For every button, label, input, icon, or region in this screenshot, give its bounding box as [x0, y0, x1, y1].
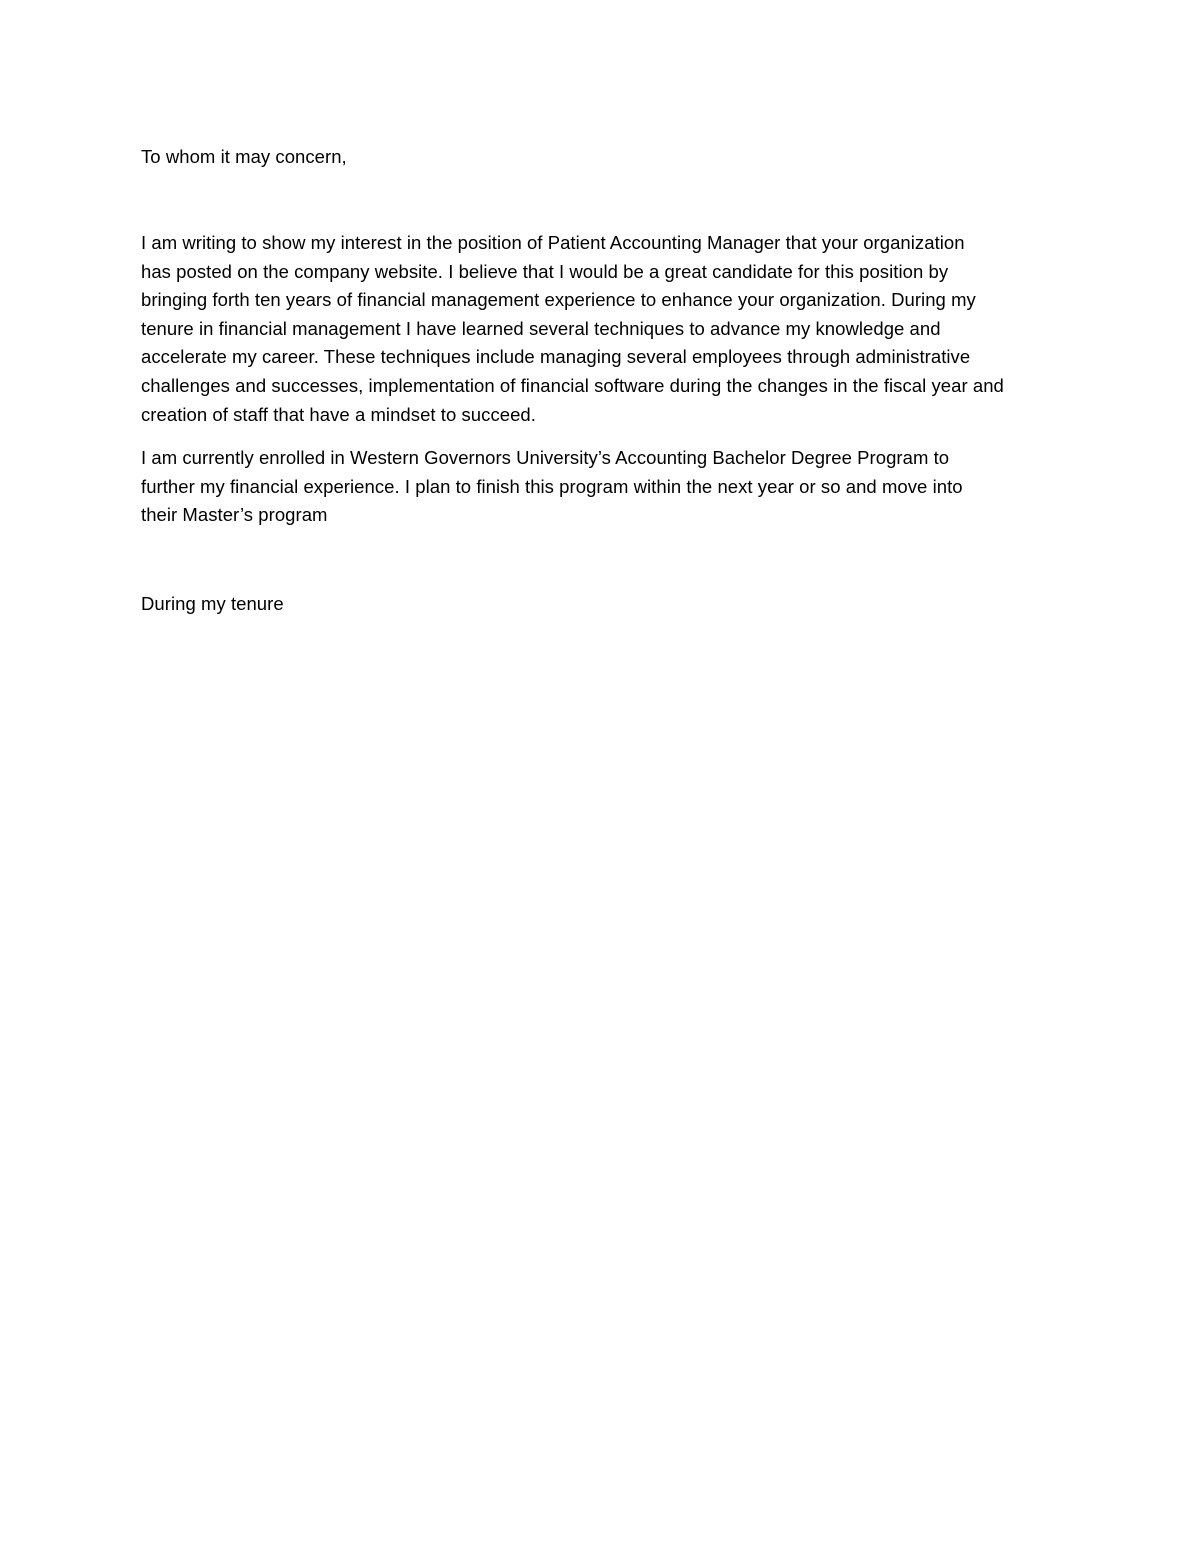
paragraph-line: accelerate my career. These techniques include managing several employees through administrative: [141, 346, 971, 368]
paragraph-line: bringing forth ten years of financial management experience to enhance your organization. During my: [141, 289, 976, 311]
paragraph-line: further my financial experience. I plan to finish this program within the next year or so and move into: [141, 475, 963, 497]
paragraph-line: creation of staff that have a mindset to succeed.: [141, 403, 536, 425]
paragraph-line: I am writing to show my interest in the position of Patient Accounting Manager that your organization: [141, 232, 965, 253]
paragraph-line: their Master’s program: [141, 504, 328, 526]
paragraph-interest: [141, 229, 1004, 429]
paragraph-line: tenure in financial management I have learned several techniques to advance my knowledge and: [141, 317, 941, 339]
paragraph-education: [141, 444, 963, 530]
salutation: To whom it may concern,: [141, 146, 347, 167]
closing-fragment: During my tenure: [141, 593, 284, 614]
paragraph-line: has posted on the company website. I believe that I would be a great candidate for this position by: [141, 260, 949, 282]
paragraph-line: challenges and successes, implementation of financial software during the changes in the fiscal year and: [141, 374, 1004, 396]
paragraph-line: I am currently enrolled in Western Governors University’s Accounting Bachelor Degree Program to: [141, 447, 950, 468]
